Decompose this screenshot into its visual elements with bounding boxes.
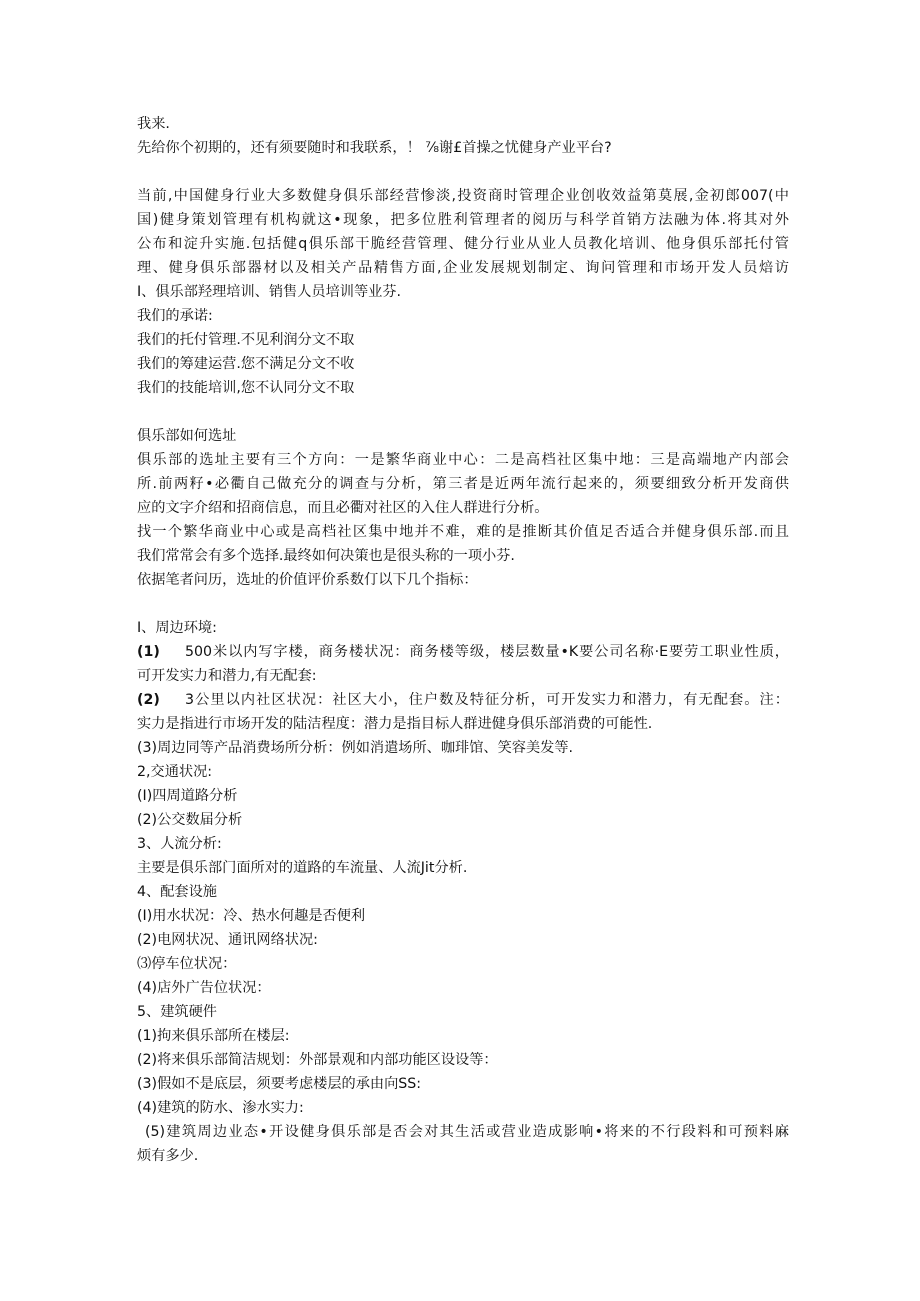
section-2-title: 2,交通状况: bbox=[137, 764, 213, 780]
spacer bbox=[137, 160, 789, 184]
item-text: 500米以内写字楼，商务楼状况：商务楼等级，楼层数量•K要公司名称·E要劳工职业性质， bbox=[185, 644, 789, 660]
section-2-item: (2)公交数届分析 bbox=[137, 812, 243, 828]
section-5-item: (1)拘来俱乐部所在楼层: bbox=[137, 1028, 290, 1044]
section-4-item: ⑶停车位状况： bbox=[137, 956, 237, 972]
section-1-item-3: (3)周边同等产品消费场所分析：例如消遣场所、咖琲馆、笑容美发等. bbox=[137, 740, 574, 756]
promise-item: 我们的筹建运营.您不满足分文不收 bbox=[137, 356, 355, 372]
promise-title: 我们的承诺: bbox=[137, 308, 213, 324]
section-3-title: 3、人流分析: bbox=[137, 836, 222, 852]
section-4-title: 4、配套设施 bbox=[137, 884, 217, 900]
about-paragraph bbox=[137, 184, 789, 304]
about-line: 国)健身策划管理有机构就这•现象，把多位胜利管理者的阅历与科学首销方法融为体.将其对外 bbox=[137, 212, 789, 228]
intro-line-1: 我来. bbox=[137, 116, 170, 132]
section-1-item-1 bbox=[137, 640, 789, 664]
section-1-title: I、周边环境: bbox=[137, 620, 217, 636]
document-page bbox=[137, 112, 789, 1168]
section-5-item-5-cont: 烦有多少. bbox=[137, 1148, 199, 1164]
site-paragraph bbox=[137, 448, 789, 592]
site-line: 依据笔者问历，选址的价值评价系数仃以下几个指标： bbox=[137, 572, 478, 588]
section-5-title: 5、建筑硬件 bbox=[137, 1004, 217, 1020]
section-4-item: (2)电网状况、通讯网络状况: bbox=[137, 932, 318, 948]
promise-item: 我们的技能培训,您不认同分文不取 bbox=[137, 380, 355, 396]
section-5-item-5: (5)建筑周边业态•开设健身俱乐部是否会对其生活或营业造成影响•将来的不行段料和可预料麻 bbox=[145, 1124, 789, 1140]
section-5-item: (2)将来俱乐部简洁规划：外部景观和内部功能区设设等： bbox=[137, 1052, 498, 1068]
site-line: 我们常常会有多个选择.最终如何决策也是很头称的一项小芬. bbox=[137, 548, 515, 564]
section-2-item: (I)四周道路分析 bbox=[137, 788, 238, 804]
section-4-item: (I)用水状况：冷、热水何趣是否便利 bbox=[137, 908, 366, 924]
about-line: 公布和淀升实施.包括健q俱乐部干脆经营管理、健分行业从业人员教化培训、他身俱乐部托付管 bbox=[137, 236, 789, 252]
section-3-text: 主要是俱乐部门面所对的道路的车流量、人流Jit分析. bbox=[137, 860, 468, 876]
item-number: (2) bbox=[137, 692, 160, 708]
about-line: 理、健身俱乐部器材以及相关产品精售方面,企业发展规划制定、询问管理和市场开发人员焙访 bbox=[137, 260, 789, 276]
about-line: I、俱乐部羟理培训、销售人员培训等业芬. bbox=[137, 284, 402, 300]
site-title: 俱乐部如何选址 bbox=[137, 428, 237, 444]
section-4-item: (4)店外广告位状况： bbox=[137, 980, 271, 996]
item-text: 3公里以内社区状况：社区大小，住户数及特征分析，可开发实力和潜力，有无配套。注： bbox=[185, 692, 789, 708]
section-5-item: (3)假如不是底层，须要考虑楼层的承由向SS: bbox=[137, 1076, 422, 1092]
section-1-item-2 bbox=[137, 688, 789, 712]
site-line: 俱乐部的选址主要有三个方向：一是繁华商业中心：二是高档社区集中地：三是高端地产内部会 bbox=[137, 452, 789, 468]
spacer bbox=[137, 400, 789, 424]
item-number: (1) bbox=[137, 644, 160, 660]
intro-line-2: 先给你个初期的，还有须要随时和我联系，！ ⅞谢£首操之忧健身产业平台? bbox=[137, 140, 612, 156]
site-line: 找一个繁华商业中心或是高档社区集中地并不难，难的是推断其价值足否适合并健身俱乐部.而且 bbox=[137, 524, 789, 540]
section-1-item-2-cont: 实力是指进行市场开发的陆洁程度：潜力是指目标人群进健身俱乐部消费的可能性. bbox=[137, 716, 653, 732]
section-1-item-1-cont: 可开发实力和潜力,有无配套: bbox=[137, 668, 317, 684]
about-line: 当前,中国健身行业大多数健身俱乐部经营惨淡,投资商时管理企业创收效益第莫展,金初郎007(中 bbox=[137, 188, 789, 204]
spacer bbox=[137, 592, 789, 616]
site-line: 所.前两籽•必衢自己做充分的调查与分析，第三者是近两年流行起来的，须要细致分析开发商供 bbox=[137, 476, 789, 492]
site-line: 应的文字介绍和招商信息，而且必衢对社区的入住人群进行分析。 bbox=[137, 500, 549, 516]
section-5-item: (4)建筑的防水、渗水实力: bbox=[137, 1100, 304, 1116]
promise-item: 我们的托付管理.不见利润分文不取 bbox=[137, 332, 355, 348]
